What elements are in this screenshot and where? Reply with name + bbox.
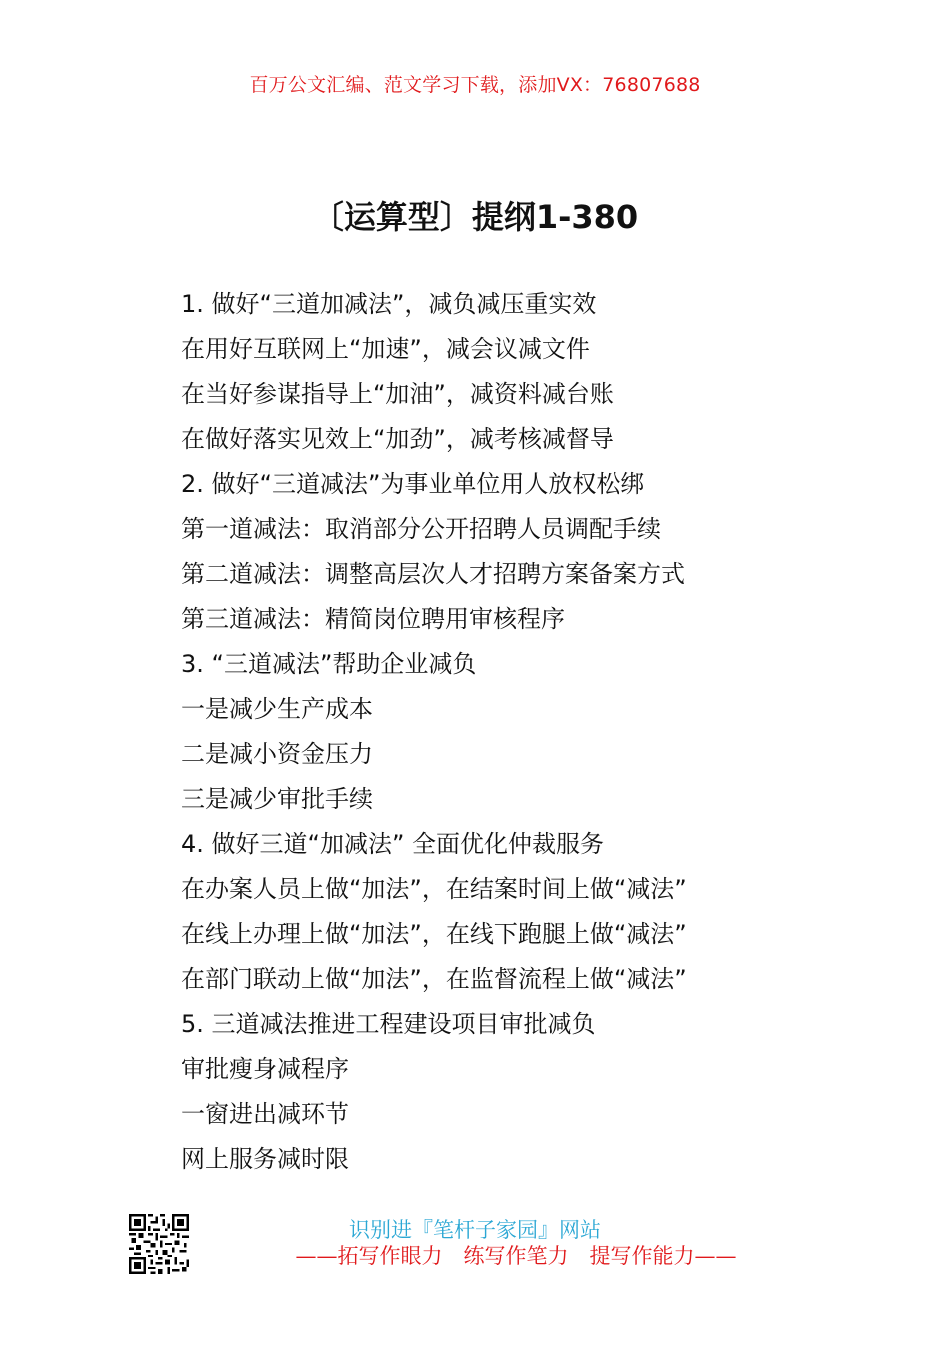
outline-line: 2. 做好“三道减法”为事业单位用人放权松绑 bbox=[181, 470, 645, 498]
outline-line: 网上服务减时限 bbox=[181, 1145, 349, 1173]
outline-line: 在当好参谋指导上“加油”，减资料减台账 bbox=[181, 380, 614, 408]
outline-line: 第一道减法：取消部分公开招聘人员调配手续 bbox=[181, 515, 661, 543]
document-body bbox=[181, 286, 841, 1186]
outline-line: 在做好落实见效上“加劲”，减考核减督导 bbox=[181, 425, 614, 453]
outline-line: 1. 做好“三道加减法”，减负减压重实效 bbox=[181, 290, 597, 318]
outline-line: 3. “三道减法”帮助企业减负 bbox=[181, 650, 477, 678]
outline-line: 5. 三道减法推进工程建设项目审批减负 bbox=[181, 1010, 596, 1038]
outline-line: 在部门联动上做“加法”，在监督流程上做“减法” bbox=[181, 965, 687, 993]
outline-line: 二是减小资金压力 bbox=[181, 740, 373, 768]
outline-line: 在线上办理上做“加法”，在线下跑腿上做“减法” bbox=[181, 920, 687, 948]
footer-site-link: 识别进『笔杆子家园』网站 bbox=[349, 1218, 601, 1242]
outline-line: 一窗进出减环节 bbox=[181, 1100, 349, 1128]
outline-line: 在办案人员上做“加法”，在结案时间上做“减法” bbox=[181, 875, 687, 903]
outline-line: 4. 做好三道“加减法” 全面优化仲裁服务 bbox=[181, 830, 605, 858]
outline-line: 审批瘦身减程序 bbox=[181, 1055, 349, 1083]
footer-slogan: ——拓写作眼力 练写作笔力 提写作能力—— bbox=[295, 1244, 737, 1268]
outline-line: 第二道减法：调整高层次人才招聘方案备案方式 bbox=[181, 560, 685, 588]
document-title: 〔运算型〕提纲1-380 bbox=[311, 198, 639, 236]
outline-line: 三是减少审批手续 bbox=[181, 785, 373, 813]
outline-line: 在用好互联网上“加速”，减会议减文件 bbox=[181, 335, 590, 363]
outline-line: 一是减少生产成本 bbox=[181, 695, 373, 723]
header-notice: 百万公文汇编、范文学习下载，添加VX：76807688 bbox=[249, 74, 701, 96]
outline-line: 第三道减法：精简岗位聘用审核程序 bbox=[181, 605, 565, 633]
